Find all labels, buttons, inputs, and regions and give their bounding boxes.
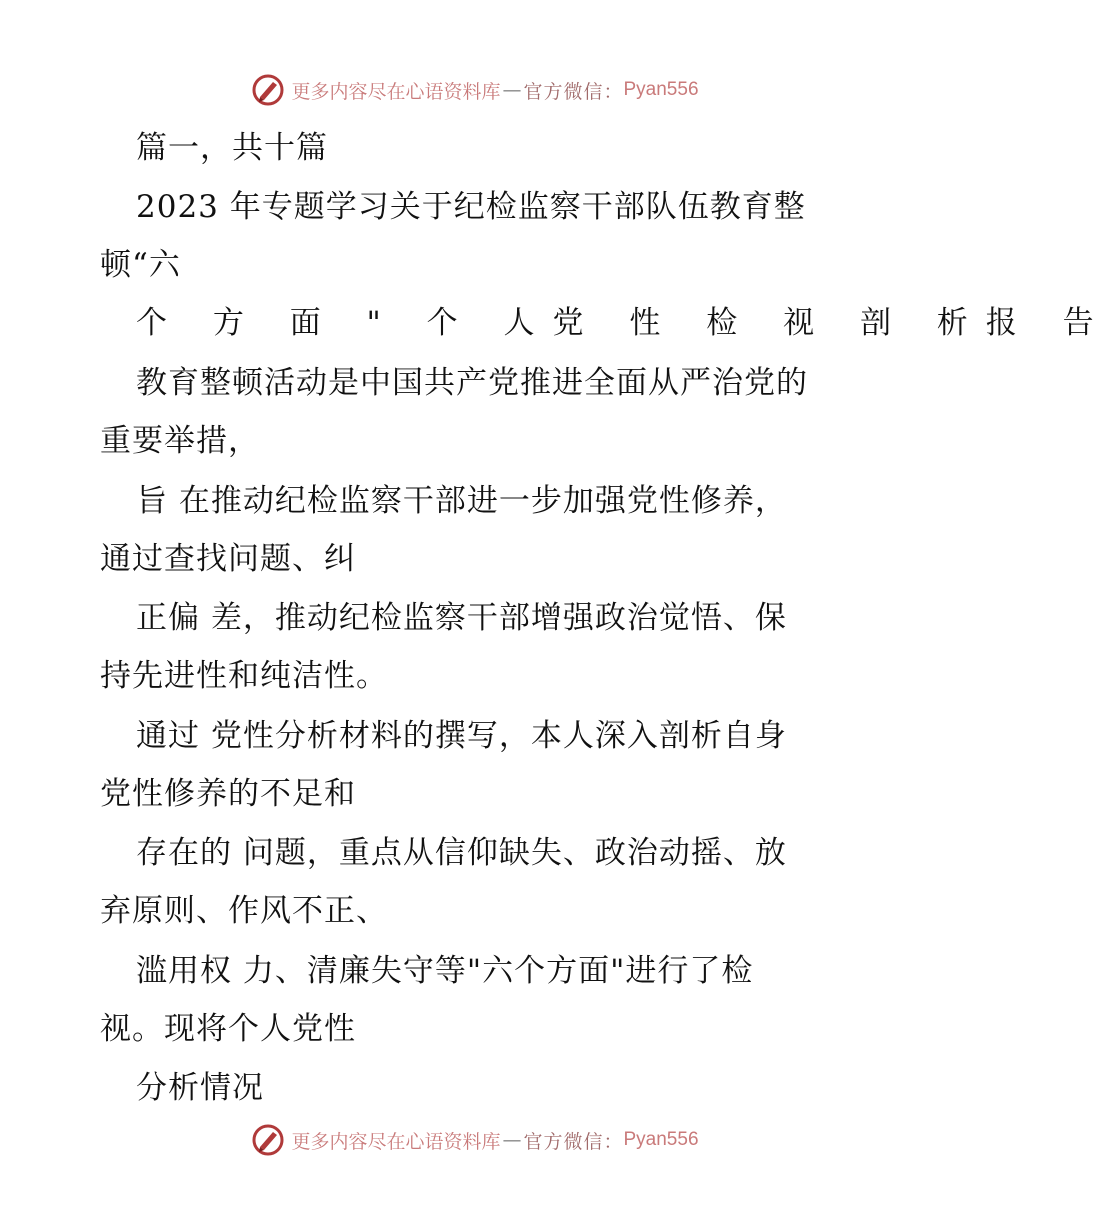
- doc-line-16: 视。现将个人党性: [100, 1011, 356, 1047]
- watermark-dash: —: [502, 1129, 522, 1151]
- pen-logo-icon: [251, 73, 285, 107]
- watermark-site-text: 更多内容尽在心语资料库: [291, 80, 501, 103]
- doc-line-17: 分析情况: [136, 1070, 264, 1106]
- doc-line-11: 通过 党性分析材料的撰写，本人深入剖析自身: [136, 718, 787, 754]
- watermark-dash: —: [502, 79, 522, 101]
- doc-line-8: 通过查找问题、纠: [100, 541, 356, 577]
- doc-line-3: 顿“六: [100, 247, 181, 283]
- doc-line-6: 重要举措，: [100, 423, 260, 459]
- watermark-contact-id: Pyan556: [623, 79, 699, 100]
- doc-line-2: 2023 年专题学习关于纪检监察干部队伍教育整: [136, 189, 806, 225]
- doc-line-1: 篇一，共十篇: [136, 130, 328, 166]
- watermark-site-text: 更多内容尽在心语资料库: [291, 1130, 501, 1153]
- doc-line-4: 个 方 面 " 个 人党 性 检 视 剖 析报 告: [136, 305, 1112, 341]
- doc-line-10: 持先进性和纯洁性。: [100, 658, 388, 694]
- pen-logo-icon: [251, 1123, 285, 1157]
- doc-line-7: 旨 在推动纪检监察干部进一步加强党性修养，: [136, 483, 787, 519]
- watermark-contact-label: 官方微信：: [523, 80, 624, 103]
- doc-line-12: 党性修养的不足和: [100, 776, 356, 812]
- watermark-contact-label: 官方微信：: [523, 1130, 624, 1153]
- doc-line-9: 正偏 差，推动纪检监察干部增强政治觉悟、保: [136, 600, 787, 636]
- doc-line-14: 弃原则、作风不正、: [100, 893, 388, 929]
- header-watermark: [0, 70, 950, 110]
- doc-line-5: 教育整顿活动是中国共产党推进全面从严治党的: [136, 365, 808, 401]
- doc-line-13: 存在的 问题，重点从信仰缺失、政治动摇、放: [136, 835, 787, 871]
- doc-line-15: 滥用权 力、清廉失守等"六个方面"进行了检: [136, 953, 754, 989]
- watermark-contact-id: Pyan556: [623, 1129, 699, 1150]
- footer-watermark: [0, 1120, 950, 1160]
